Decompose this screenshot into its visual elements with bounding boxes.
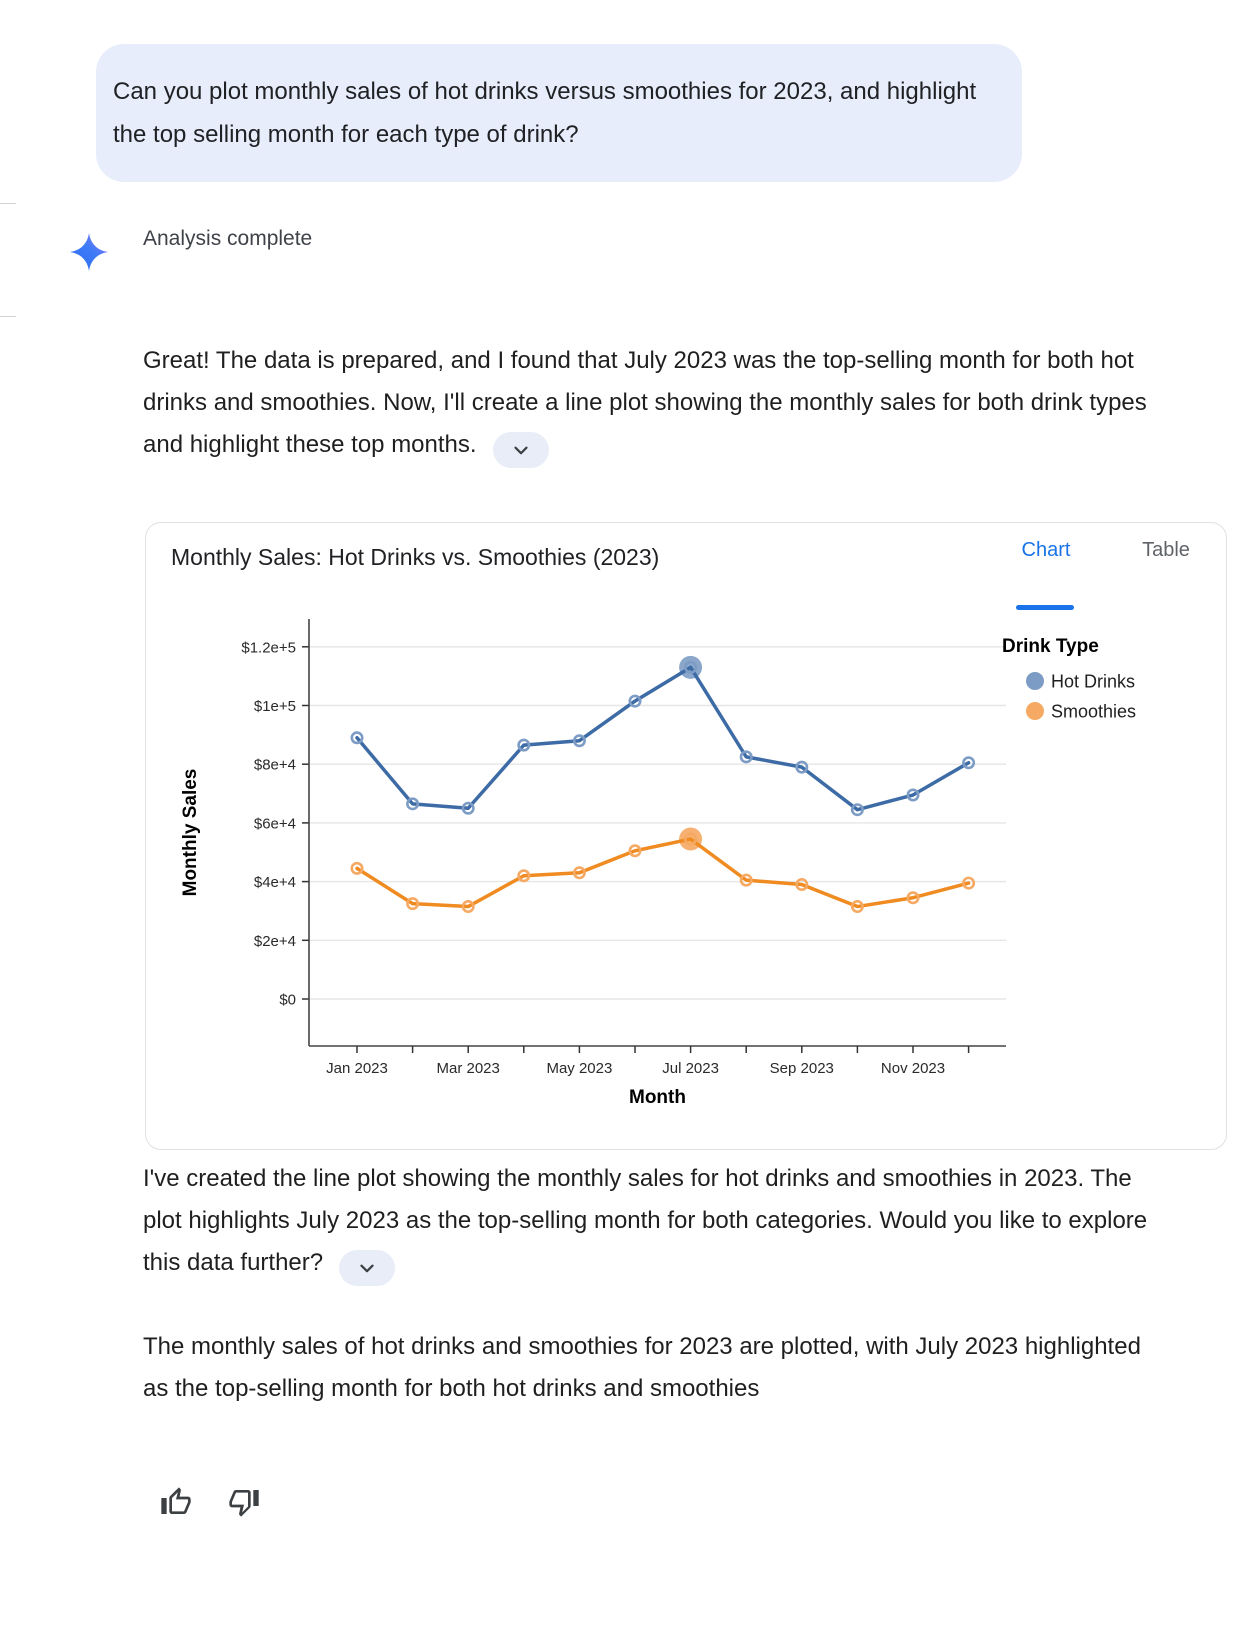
assistant-paragraph <box>143 1158 1159 1286</box>
svg-text:$8e+4: $8e+4 <box>253 756 296 774</box>
svg-text:$0: $0 <box>279 991 296 1009</box>
x-axis-ticks <box>326 1046 968 1077</box>
gridlines <box>309 647 1006 999</box>
svg-text:Hot Drinks: Hot Drinks <box>1051 671 1136 692</box>
svg-text:Nov 2023: Nov 2023 <box>880 1060 946 1077</box>
left-edge-divider <box>0 203 16 204</box>
thumbs-up-icon <box>160 1486 192 1518</box>
user-message-text: Can you plot monthly sales of hot drinks versus smoothies for 2023, and highlight the top selling month for each type of drink? <box>113 78 977 148</box>
assistant-paragraph-text: The monthly sales of hot drinks and smoothies for 2023 are plotted, with July 2023 highlighted as the top-selling month for both hot drinks and smoothies <box>143 1333 1141 1402</box>
svg-text:Mar 2023: Mar 2023 <box>436 1060 500 1077</box>
feedback-bar <box>152 1478 268 1526</box>
svg-text:Jul 2023: Jul 2023 <box>662 1060 719 1077</box>
svg-text:May 2023: May 2023 <box>546 1060 613 1077</box>
svg-text:Drink Type: Drink Type <box>1002 636 1099 657</box>
assistant-paragraph-text: Great! The data is prepared, and I found that July 2023 was the top-selling month for both hot drinks and smoothies. Now, I'll create a line plot showing the monthly sales for both drink types and highlight these top months. <box>143 347 1147 458</box>
expand-toggle-button[interactable] <box>493 432 549 468</box>
svg-text:Monthly Sales: Monthly Sales <box>180 768 201 897</box>
chart-card <box>145 522 1227 1150</box>
svg-text:$1.2e+5: $1.2e+5 <box>241 639 296 657</box>
left-edge-divider <box>0 316 16 317</box>
series-hot-drinks <box>352 656 974 815</box>
sparkle-icon <box>69 232 109 272</box>
svg-text:$2e+4: $2e+4 <box>253 932 296 950</box>
user-message-bubble <box>96 44 1022 182</box>
thumbs-up-button[interactable] <box>152 1478 200 1526</box>
svg-text:$1e+5: $1e+5 <box>253 698 296 715</box>
thumbs-down-icon <box>228 1486 260 1518</box>
chart-legend <box>1002 636 1136 722</box>
expand-toggle-button[interactable] <box>339 1250 395 1286</box>
legend-swatch-hot-drinks <box>1026 672 1044 690</box>
series-smoothies <box>352 828 974 912</box>
svg-text:Month: Month <box>629 1087 686 1108</box>
axes <box>309 619 1006 1046</box>
status-text: Analysis complete <box>143 227 313 250</box>
assistant-paragraph <box>143 340 1159 468</box>
svg-text:Jan 2023: Jan 2023 <box>326 1060 388 1077</box>
tab-table[interactable]: Table <box>1126 537 1206 563</box>
thumbs-down-button[interactable] <box>220 1478 268 1526</box>
chart-card-title: Monthly Sales: Hot Drinks vs. Smoothies (2023) <box>171 544 660 570</box>
svg-text:$4e+4: $4e+4 <box>253 874 296 892</box>
tab-chart[interactable]: Chart <box>1006 537 1086 563</box>
svg-text:$6e+4: $6e+4 <box>253 815 296 833</box>
y-axis-ticks <box>241 639 309 1008</box>
assistant-paragraph-text: I've created the line plot showing the monthly sales for hot drinks and smoothies in 2023. The plot highlights July 2023 as the top-selling month for both categories. Would you like to explore this data further? <box>143 1165 1148 1276</box>
svg-text:Smoothies: Smoothies <box>1051 701 1137 722</box>
sales-chart <box>146 523 1228 1151</box>
active-tab-indicator <box>1016 605 1074 610</box>
assistant-paragraph <box>143 1326 1159 1410</box>
svg-text:Sep 2023: Sep 2023 <box>769 1060 834 1077</box>
chevron-down-icon <box>356 1257 378 1279</box>
chevron-down-icon <box>510 439 532 461</box>
legend-swatch-smoothies <box>1026 702 1044 720</box>
